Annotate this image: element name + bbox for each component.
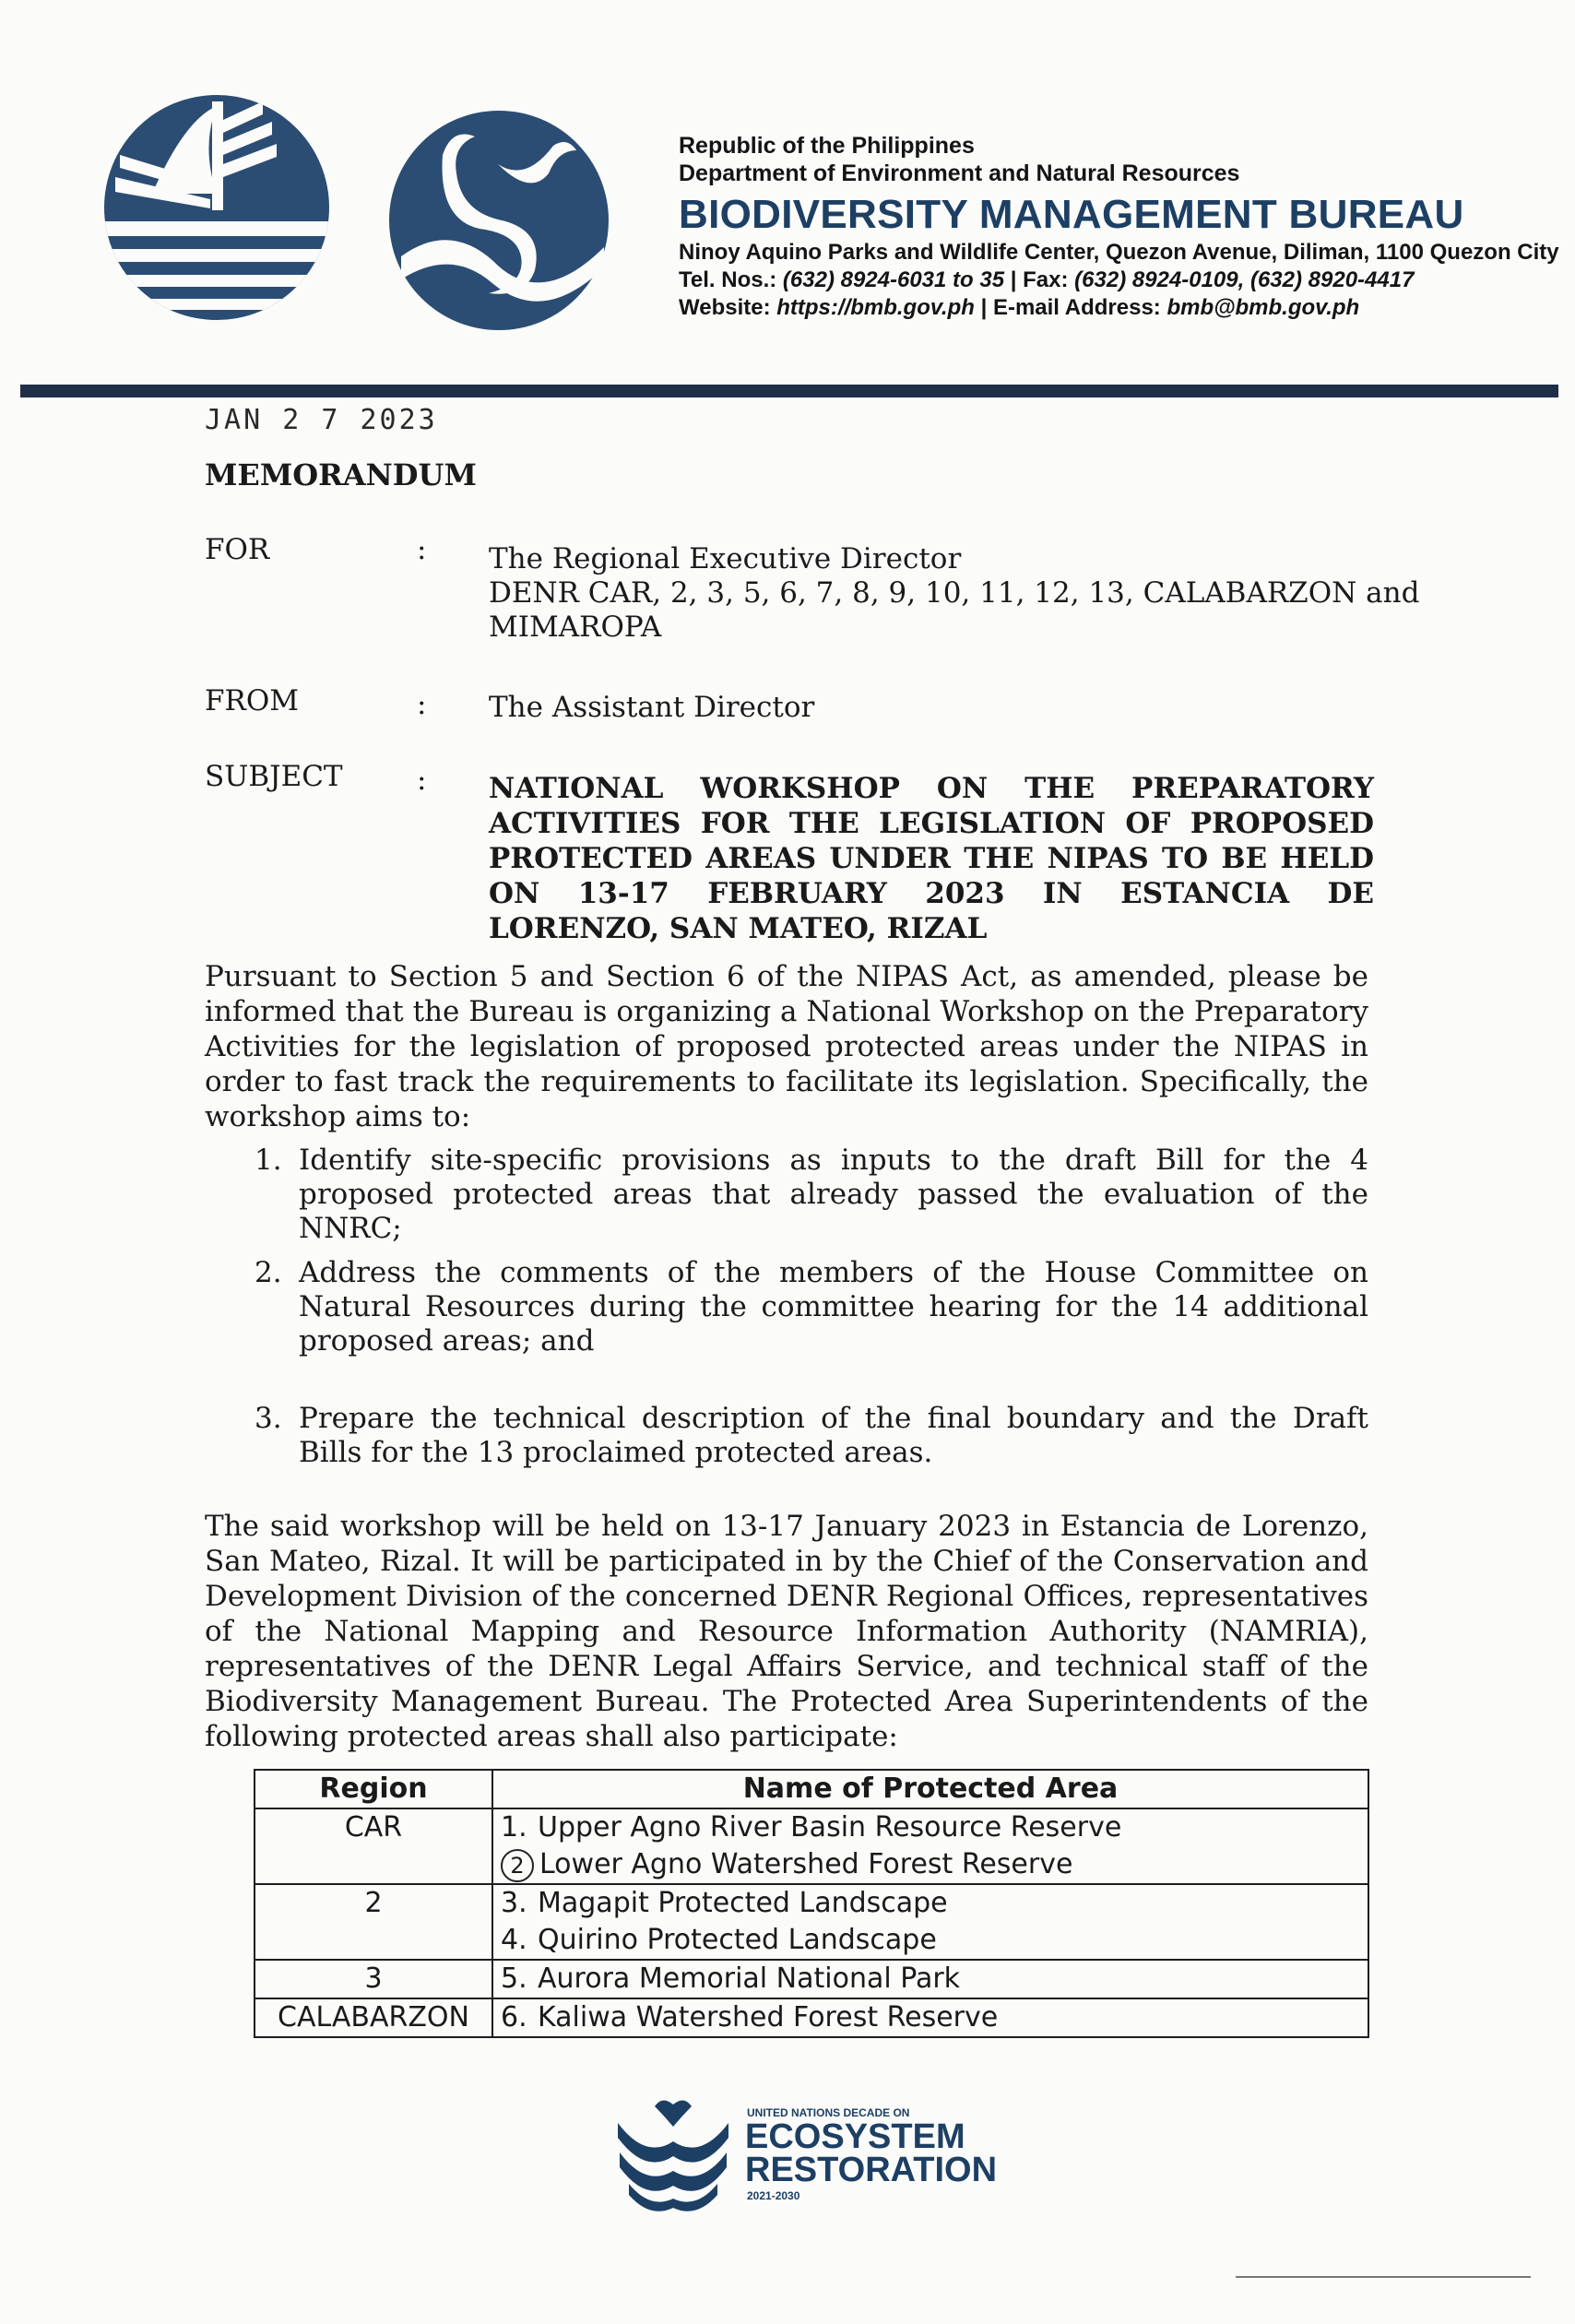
waves-icon	[609, 2095, 738, 2215]
from-colon: :	[417, 688, 427, 721]
intro-paragraph: Pursuant to Section 5 and Section 6 of the NIPAS Act, as amended, please be informed that the Bureau is organizing a National Workshop on the Preparatory Activities for the legislation of proposed protected areas under the NIPAS in order to fast track the requirements to facilitate its legislation. Specifically, the workshop aims to:	[205, 960, 1368, 1133]
un-decade-label: UNITED NATIONS DECADE ON	[747, 2106, 910, 2119]
email-label: E-mail Address:	[992, 295, 1161, 320]
region-cell: 2	[255, 1884, 492, 1960]
from-label: FROM	[205, 684, 300, 717]
web-value[interactable]: https://bmb.gov.ph	[776, 295, 975, 320]
web-line: Website: https://bmb.gov.ph | E-mail Address: bmb@bmb.gov.ph	[679, 295, 1360, 320]
memo-heading: MEMORANDUM	[205, 457, 477, 492]
tel-label: Tel. Nos.:	[679, 267, 777, 292]
bureau-name: BIODIVERSITY MANAGEMENT BUREAU	[679, 192, 1464, 237]
ecosystem-label: ECOSYSTEM	[745, 2117, 965, 2156]
date-stamp: JAN 2 7 2023	[205, 404, 438, 436]
for-line-2: DENR CAR, 2, 3, 5, 6, 7, 8, 9, 10, 11, 12, 13, CALABARZON and	[489, 576, 1420, 610]
region-cell: CAR	[255, 1808, 492, 1884]
workshop-paragraph: The said workshop will be held on 13-17 January 2023 in Estancia de Lorenzo, San Mateo, Rizal. It will be participated in by the Chief of the Conservation and Development Division of the concerned DENR Regional Offices, representatives of the National Mapping and Resource Information Authority (NAMRIA), representatives of the DENR Legal Affairs Service, and technical staff of the Biodiversity Management Bureau. The Protected Area Superintendents of the following protected areas shall also participate:	[205, 1510, 1368, 1753]
table-row	[255, 1808, 1368, 1884]
area-name: Lower Agno Watershed Forest Reserve	[539, 1848, 1073, 1880]
table-row	[255, 1960, 1368, 1998]
subject-colon: :	[417, 764, 427, 797]
area-number: 3.	[501, 1887, 527, 1919]
table-row	[255, 1998, 1368, 2037]
region-cell: 3	[255, 1960, 492, 1998]
ecosystem-restoration-logo	[609, 2095, 998, 2219]
area-number: 6.	[501, 2001, 527, 2034]
list-number: 3.	[255, 1402, 282, 1435]
area-name: Kaliwa Watershed Forest Reserve	[538, 2001, 999, 2034]
for-label: FOR	[205, 533, 270, 566]
web-label: Website:	[679, 295, 771, 320]
footer-line	[1236, 2276, 1531, 2278]
subject-label: SUBJECT	[205, 760, 343, 793]
area-cell	[492, 1808, 1368, 1884]
list-text: Identify site-specific provisions as inputs to the draft Bill for the 4 proposed protected areas that already passed the evaluation of the NNRC;	[299, 1144, 1368, 1245]
area-name: Quirino Protected Landscape	[538, 1924, 937, 1956]
restoration-label: RESTORATION	[745, 2151, 998, 2189]
circled-number: 2	[501, 1849, 534, 1882]
fax-label: Fax:	[1023, 267, 1069, 292]
fax-value: (632) 8924-0109, (632) 8920-4417	[1074, 267, 1415, 292]
contact-line: Tel. Nos.: (632) 8924-6031 to 35 | Fax: (632) 8924-0109, (632) 8920-4417	[679, 267, 1415, 292]
subject-text: NATIONAL WORKSHOP ON THE PREPARATORY ACTIVITIES FOR THE LEGISLATION OF PROPOSED PROTECTED AREAS UNDER THE NIPAS TO BE HELD ON 13-17 FEBRUARY 2023 IN ESTANCIA DE LORENZO, SAN MATEO, RIZAL	[489, 772, 1374, 945]
area-name: Aurora Memorial National Park	[538, 1962, 961, 1995]
for-colon: :	[417, 533, 427, 566]
list-item	[255, 1256, 1368, 1358]
for-line-3: MIMAROPA	[489, 611, 662, 644]
list-text: Prepare the technical description of the final boundary and the Draft Bills for the 13 proclaimed protected areas.	[299, 1402, 1368, 1469]
protected-areas-table	[254, 1769, 1369, 2038]
header-rule	[20, 385, 1558, 397]
list-number: 2.	[255, 1256, 282, 1289]
tel-value: (632) 8924-6031 to 35	[782, 267, 1005, 292]
area-cell	[492, 1998, 1368, 2037]
area-name: Upper Agno River Basin Resource Reserve	[538, 1811, 1122, 1844]
area-name: Magapit Protected Landscape	[538, 1887, 948, 1919]
region-header: Region	[255, 1770, 492, 1808]
department-line: Department of Environment and Natural Resources	[679, 160, 1240, 186]
list-text: Address the comments of the members of the House Committee on Natural Resources during the committee hearing for the 14 additional proposed areas; and	[299, 1256, 1368, 1358]
list-number: 1.	[255, 1144, 282, 1177]
area-number: 4.	[501, 1924, 527, 1956]
area-number: 5.	[501, 1962, 527, 1995]
area-number: 1.	[501, 1811, 527, 1844]
list-item	[255, 1144, 1368, 1246]
area-cell	[492, 1960, 1368, 1998]
region-cell: CALABARZON	[255, 1998, 492, 2037]
denr-seal-logo	[101, 83, 332, 332]
from-value: The Assistant Director	[489, 691, 815, 724]
for-recipient	[489, 542, 1419, 645]
table-header-row	[255, 1770, 1368, 1808]
list-item	[255, 1402, 1368, 1470]
area-cell	[492, 1884, 1368, 1960]
area-header: Name of Protected Area	[492, 1770, 1368, 1808]
table-row	[255, 1884, 1368, 1960]
years-label: 2021-2030	[747, 2189, 800, 2202]
email-value[interactable]: bmb@bmb.gov.ph	[1166, 295, 1360, 320]
address-line: Ninoy Aquino Parks and Wildlife Center, Quezon Avenue, Diliman, 1100 Quezon City	[679, 240, 1559, 265]
for-line-1: The Regional Executive Director	[489, 542, 962, 575]
republic-line: Republic of the Philippines	[679, 133, 975, 159]
bmb-seal-logo	[387, 109, 610, 332]
